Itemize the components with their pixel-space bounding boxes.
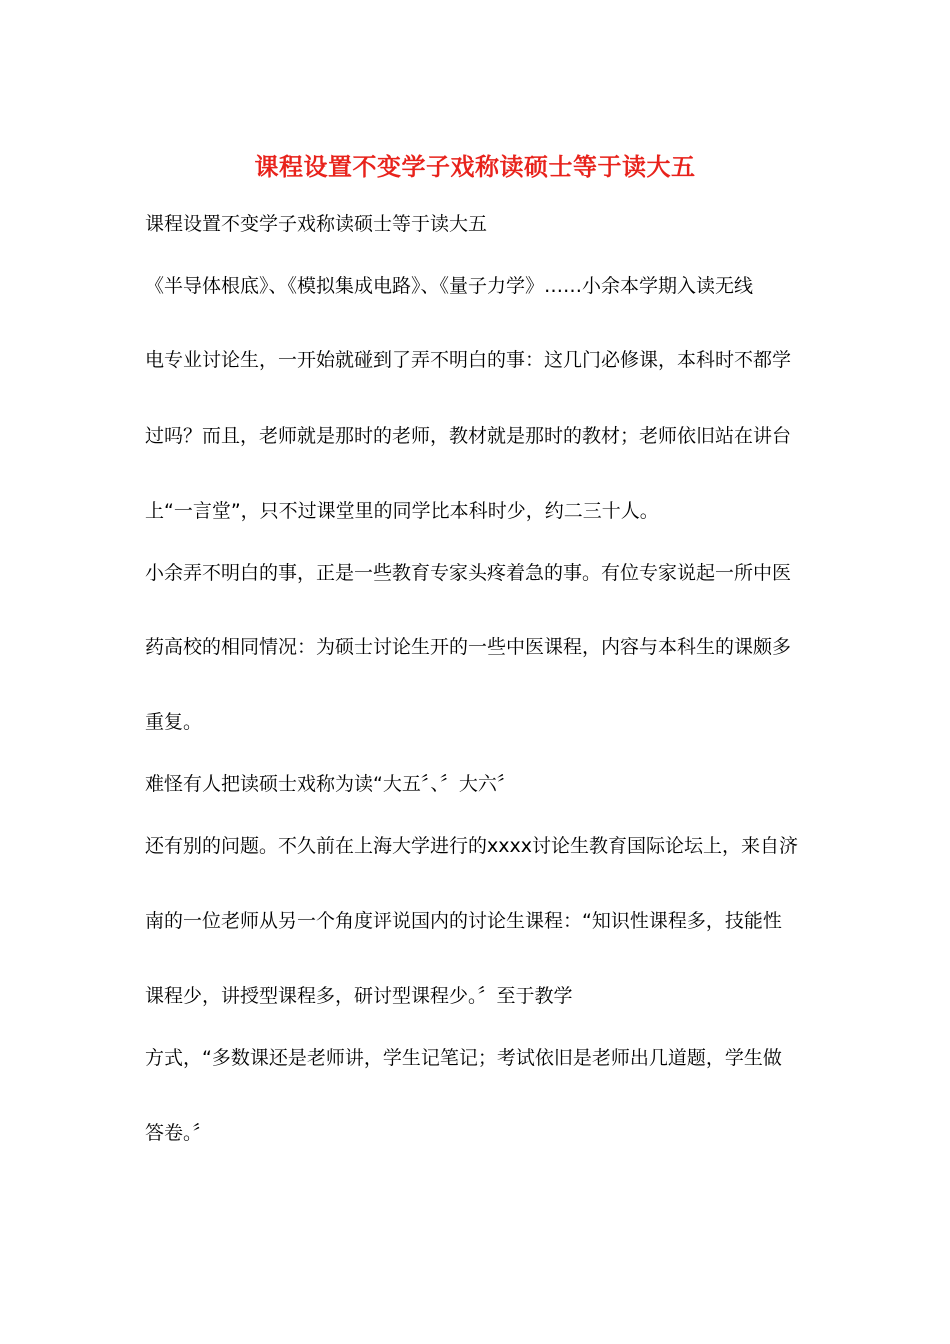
text-line: 《半导体根底》、《模拟集成电路》、《量子力学》……小余本学期入读无线 [145,275,754,297]
text-line: 课程少，讲授型课程多，研讨型课程少。〞至于教学 [145,985,573,1007]
text-line: 难怪有人把读硕士戏称为读“大五〞、〞大六〞 [145,773,516,795]
text-line: 过吗？而且，老师就是那时的老师，教材就是那时的教材；老师依旧站在讲台 [145,425,792,447]
text-line: 小余弄不明白的事，正是一些教育专家头疼着急的事。有位专家说起一所中医 [145,562,792,584]
text-line: 南的一位老师从另一个角度评说国内的讨论生课程：“知识性课程多，技能性 [145,910,782,932]
text-line: 药高校的相同情况：为硕士讨论生开的一些中医课程，内容与本科生的课颇多 [145,636,792,658]
text-line: 方式，“多数课还是老师讲，学生记笔记；考试依旧是老师出几道题，学生做 [145,1047,782,1069]
text-line: 答卷。〞 [145,1122,212,1144]
text-line: 还有别的问题。不久前在上海大学进行的xxxx讨论生教育国际论坛上，来自济 [145,835,798,857]
text-line: 重复。 [145,711,203,733]
text-line: 课程设置不变学子戏称读硕士等于读大五 [145,213,488,235]
document-title: 课程设置不变学子戏称读硕士等于读大五 [254,152,696,181]
text-line: 电专业讨论生，一开始就碰到了弄不明白的事：这几门必修课，本科时不都学 [145,349,792,371]
text-line: 上“一言堂”，只不过课堂里的同学比本科时少，约二三十人。 [145,500,659,522]
